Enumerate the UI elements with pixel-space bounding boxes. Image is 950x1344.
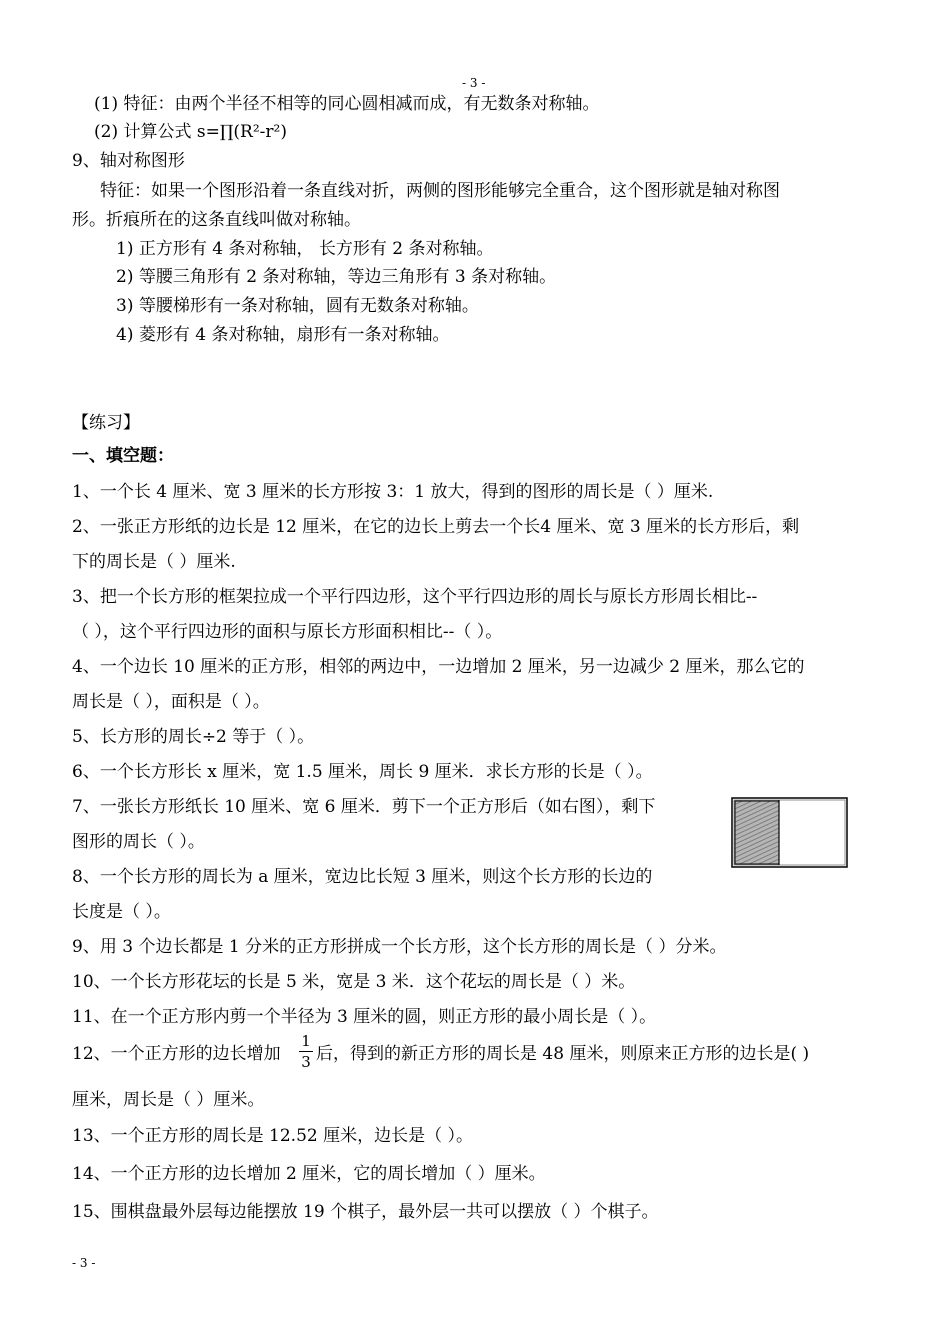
question-4-line1: 4、一个边长 10 厘米的正方形，相邻的两边中，一边增加 2 厘米，另一边减少 2 厘米，那么它的: [72, 657, 805, 677]
fraction-one-third: [299, 1032, 313, 1071]
question-2-line2: 下的周长是（ ）厘米.: [72, 552, 236, 572]
fraction-denominator: 3: [301, 1053, 311, 1071]
question-14: 14、一个正方形的边长增加 2 厘米，它的周长增加（ ）厘米。: [72, 1164, 546, 1184]
section-heading-axis-symmetry: 9、轴对称图形: [72, 151, 185, 171]
question-2-line1: 2、一张正方形纸的边长是 12 厘米，在它的边长上剪去一个长4 厘米、宽 3 厘米的长方形后，剩: [72, 517, 800, 537]
question-4-line2: 周长是（ ），面积是（ ）。: [72, 692, 270, 712]
cut-rectangle-figure: [731, 797, 848, 868]
question-6: 6、一个长方形长 x 厘米，宽 1.5 厘米，周长 9 厘米．求长方形的长是（ ）。: [72, 762, 653, 782]
question-10: 10、一个长方形花坛的长是 5 米，宽是 3 米．这个花坛的周长是（ ）米。: [72, 972, 636, 992]
axis-symmetry-feature-line1: 特征：如果一个图形沿着一条直线对折，两侧的图形能够完全重合，这个图形就是轴对称图: [100, 181, 780, 201]
question-12-line2: 厘米，周长是（ ）厘米。: [72, 1090, 265, 1110]
question-8-line1: 8、一个长方形的周长为 a 厘米，宽边比长短 3 厘米，则这个长方形的长边的: [72, 867, 653, 887]
annulus-formula: (2) 计算公式 s=∏(R²-r²): [94, 122, 287, 142]
question-11: 11、在一个正方形内剪一个半径为 3 厘米的圆，则正方形的最小周长是（ ）。: [72, 1007, 657, 1027]
fraction-numerator: 1: [301, 1032, 311, 1050]
question-13: 13、一个正方形的周长是 12.52 厘米，边长是（ ）。: [72, 1126, 474, 1146]
axis-symmetry-feature-line2: 形。折痕所在的这条直线叫做对称轴。: [72, 210, 361, 230]
axis-symmetry-item: 1) 正方形有 4 条对称轴， 长方形有 2 条对称轴。: [116, 239, 494, 259]
question-8-line2: 长度是（ ）。: [72, 902, 171, 922]
question-1: 1、一个长 4 厘米、宽 3 厘米的长方形按 3：1 放大，得到的图形的周长是（ ）厘米.: [72, 482, 714, 502]
question-7-line1: 7、一张长方形纸长 10 厘米、宽 6 厘米．剪下一个正方形后（如右图），剩下: [72, 797, 656, 817]
question-9: 9、用 3 个边长都是 1 分米的正方形拼成一个长方形，这个长方形的周长是（ ）分米。: [72, 937, 727, 957]
axis-symmetry-item: 2) 等腰三角形有 2 条对称轴，等边三角形有 3 条对称轴。: [116, 267, 557, 287]
question-15: 15、围棋盘最外层每边能摆放 19 个棋子，最外层一共可以摆放（ ）个棋子。: [72, 1202, 659, 1222]
annulus-feature: (1) 特征：由两个半径不相等的同心圆相减而成，有无数条对称轴。: [94, 94, 600, 114]
question-12-prefix: 12、一个正方形的边长增加: [72, 1044, 281, 1064]
axis-symmetry-item: 4) 菱形有 4 条对称轴，扇形有一条对称轴。: [116, 325, 450, 345]
question-5: 5、长方形的周长÷2 等于（ ）。: [72, 727, 315, 747]
shaded-square: [735, 801, 779, 864]
axis-symmetry-item: 3) 等腰梯形有一条对称轴，圆有无数条对称轴。: [116, 296, 479, 316]
question-3-line1: 3、把一个长方形的框架拉成一个平行四边形，这个平行四边形的周长与原长方形周长相比--: [72, 587, 758, 607]
question-3-line2: （ ），这个平行四边形的面积与原长方形面积相比--（ ）。: [72, 622, 503, 642]
question-7-line2: 图形的周长（ ）。: [72, 832, 205, 852]
page-number-top: - 3 -: [462, 76, 486, 90]
page-number-bottom: - 3 -: [72, 1256, 96, 1270]
question-12-suffix: 后，得到的新正方形的周长是 48 厘米，则原来正方形的边长是( ): [316, 1044, 810, 1064]
section-fill-in-blank: 一、填空题：: [72, 446, 174, 466]
practice-title: 【练习】: [72, 413, 140, 433]
